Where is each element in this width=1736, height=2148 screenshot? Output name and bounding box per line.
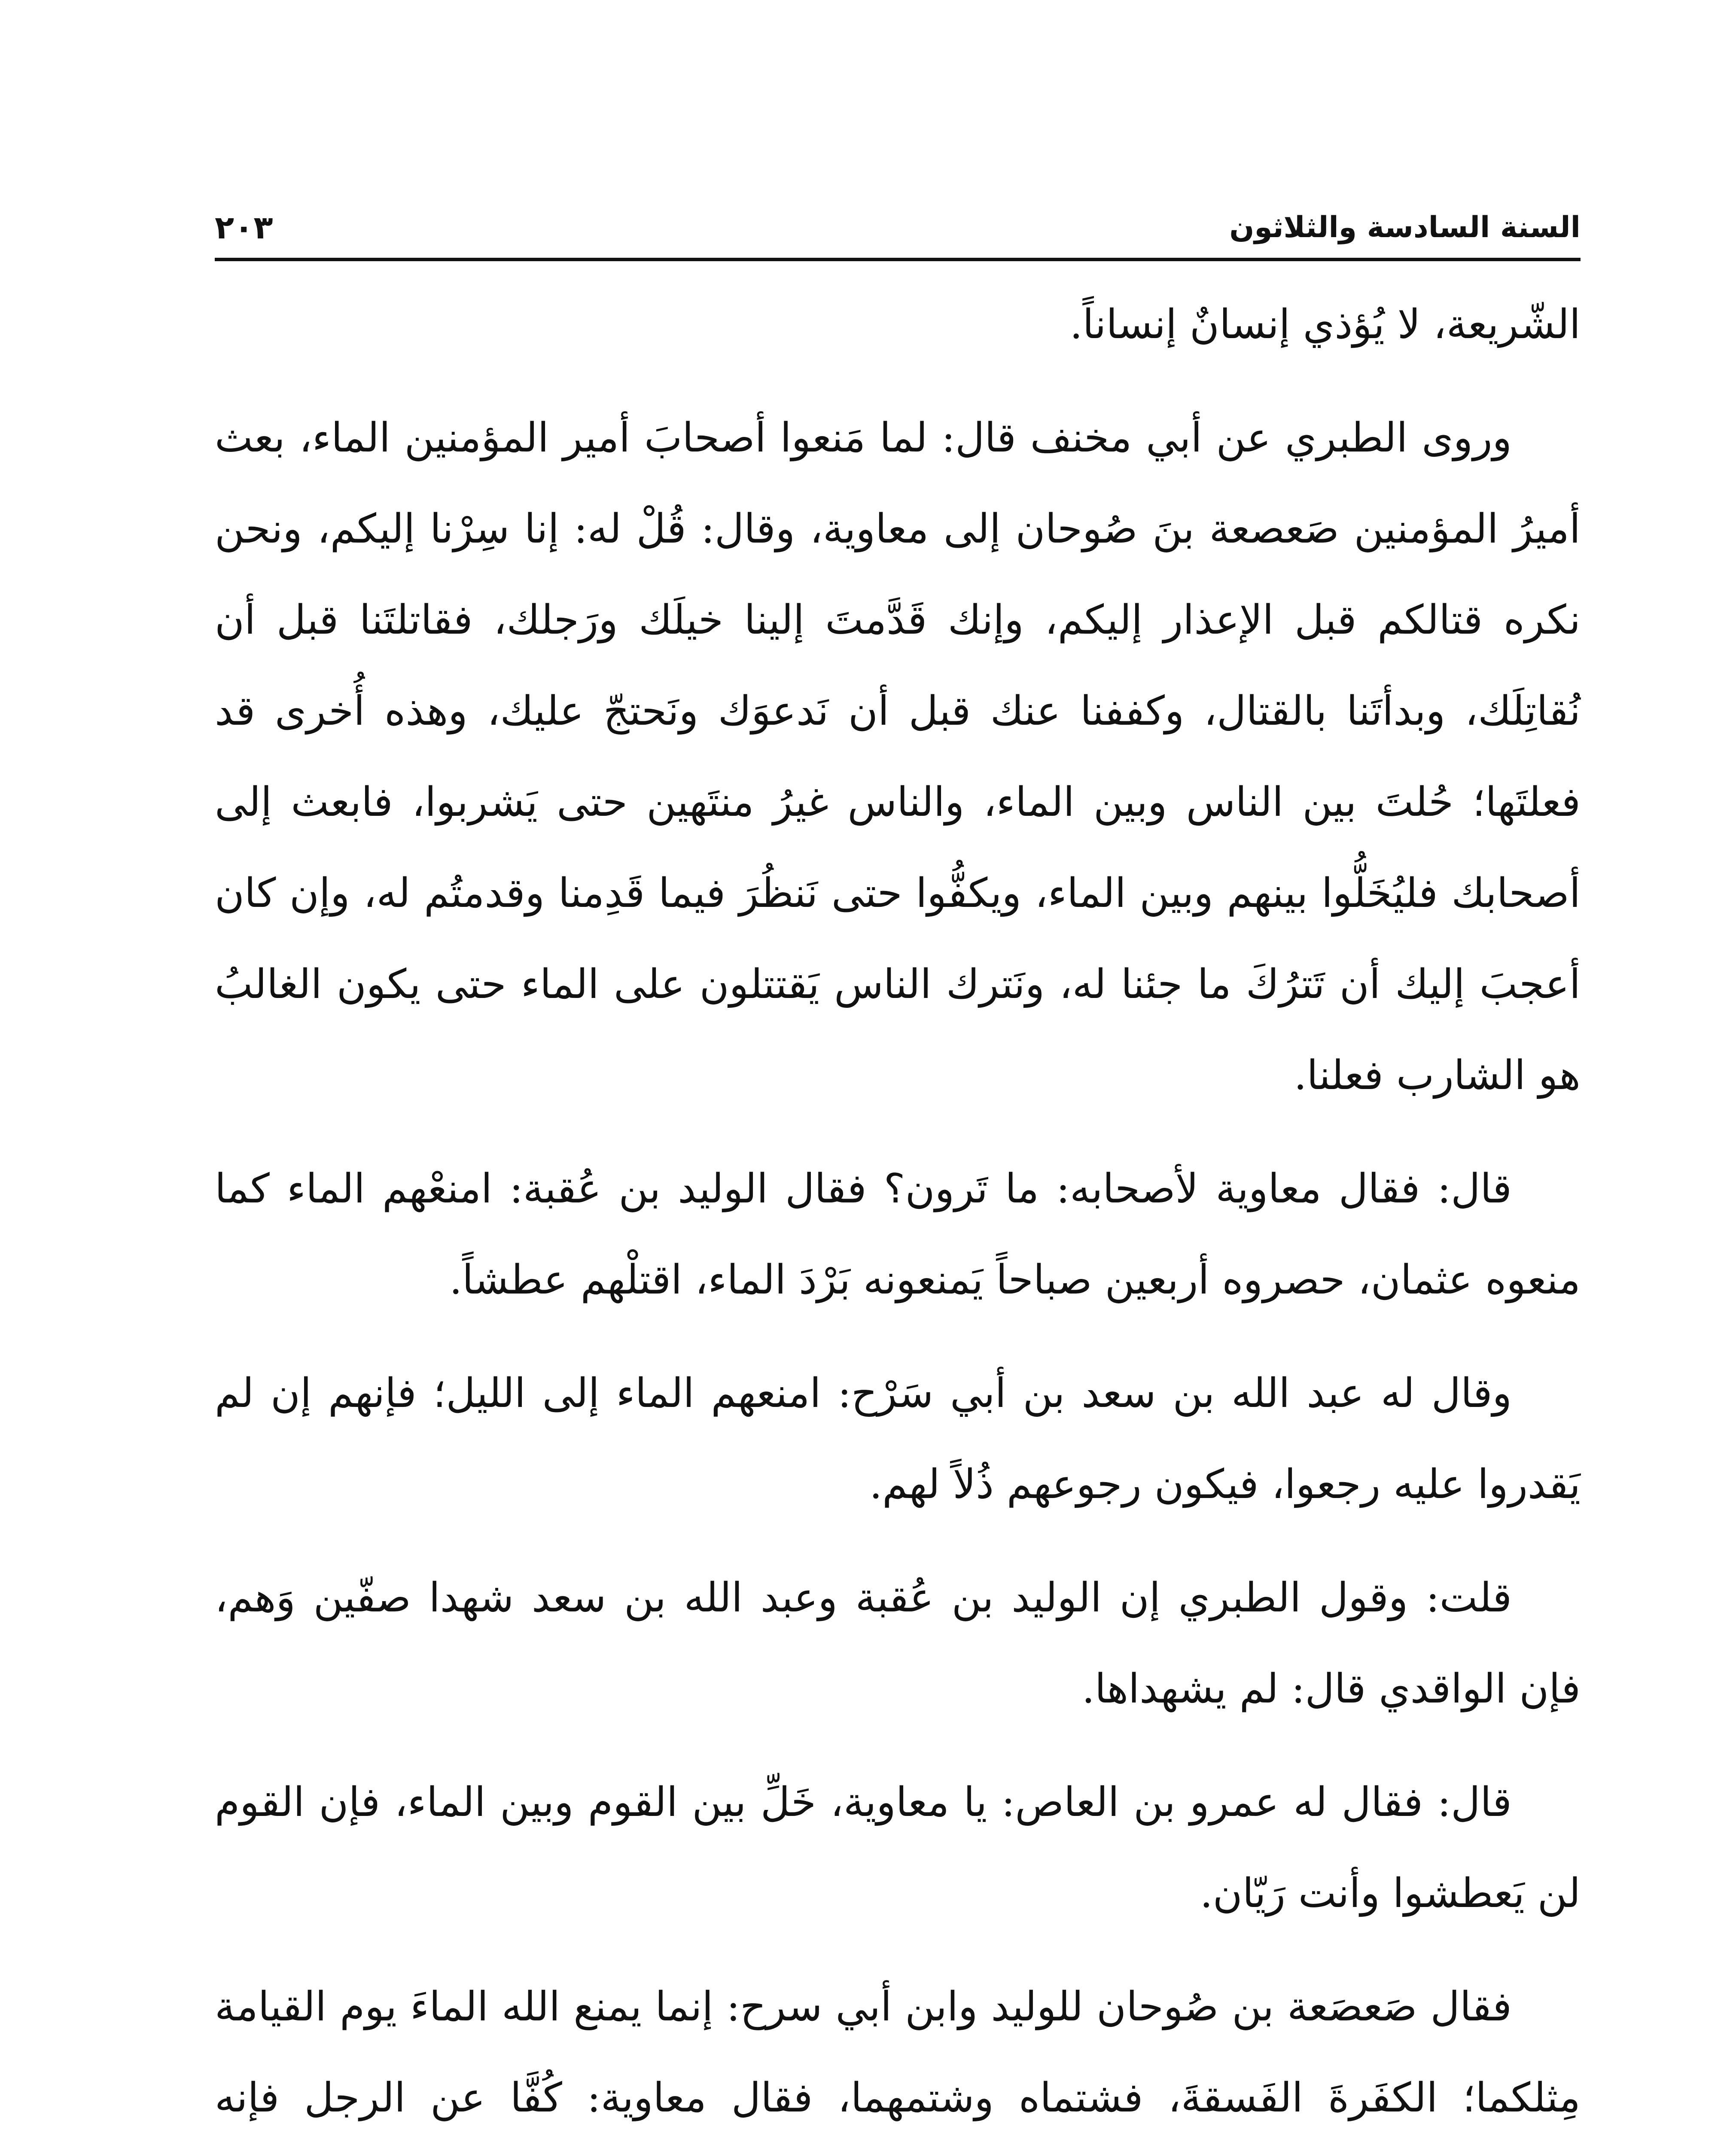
paragraph-3: قال: فقال معاوية لأصحابه: ما تَرون؟ فقال الوليد بن عُقبة: امنعْهم الماء كما منعوه عثمان، حصروه أربعين صباحاً يَمنعونه بَرْدَ الماء، اقتلْهم عطشاً. bbox=[215, 1166, 1581, 1303]
page-number: ٢٠٣ bbox=[215, 209, 273, 246]
paragraph-4: وقال له عبد الله بن سعد بن أبي سَرْح: امنعهم الماء إلى الليل؛ فإنهم إن لم يَقدروا عليه رجعوا، فيكون رجوعهم ذُلاً لهم. bbox=[215, 1370, 1581, 1508]
page-header bbox=[215, 185, 1581, 249]
header-rule bbox=[215, 258, 1581, 261]
paragraph-1: الشّريعة، لا يُؤذي إنسانٌ إنساناً. bbox=[1069, 301, 1581, 348]
paragraph-5: قلت: وقول الطبري إن الوليد بن عُقبة وعبد الله بن سعد شهدا صفّين وَهم، فإن الواقدي قال: لم يشهداها. bbox=[215, 1574, 1581, 1712]
running-title: السنة السادسة والثلاثون bbox=[1229, 211, 1581, 244]
body-text bbox=[215, 279, 1581, 2148]
paragraph-6: قال: فقال له عمرو بن العاص: يا معاوية، خَلِّ بين القوم وبين الماء، فإن القوم لن يَعطشوا وأنت رَيّان. bbox=[215, 1779, 1581, 1917]
paragraph-7: فقال صَعصَعة بن صُوحان للوليد وابن أبي سرح: إنما يمنع الله الماءَ يوم القيامة مِثلكما؛ الكفَرةَ الفَسقةَ، فشتماه وشتمهما، فقال معاوية: كُفَّا عن الرجل فإنه bbox=[215, 1983, 1581, 2121]
paragraph-2: وروى الطبري عن أبي مخنف قال: لما مَنعوا أصحابَ أمير المؤمنين الماء، بعث أميرُ المؤمنين صَعصعة بنَ صُوحان إلى معاوية، وقال: قُلْ له: إنا سِرْنا إليكم، ونحن نكره قتالكم قبل الإعذار إليكم، وإنك قَدَّمتَ إلينا خيلَك ورَجلك، فقاتلتَنا قبل أن نُقاتِلَك، وبدأتَنا بالقتال، وكففنا عنك قبل أن نَدعوَك ونَحتجّ عليك، وهذه أُخرى قد فعلتَها؛ حُلتَ بين الناس وبين الماء، والناس غيرُ منتَهين حتى يَشربوا، فابعث إلى أصحابك فليُخَلُّوا بينهم وبين الماء، ويكفُّوا حتى نَنظُرَ فيما قَدِمنا وقدمتُم له، وإن كان أعجبَ إليك أن تَترُكَ ما جئنا له، ونَترك الناس يَقتتلون على الماء حتى يكون الغالبُ هو الشارب فعلنا. bbox=[215, 415, 1581, 1099]
